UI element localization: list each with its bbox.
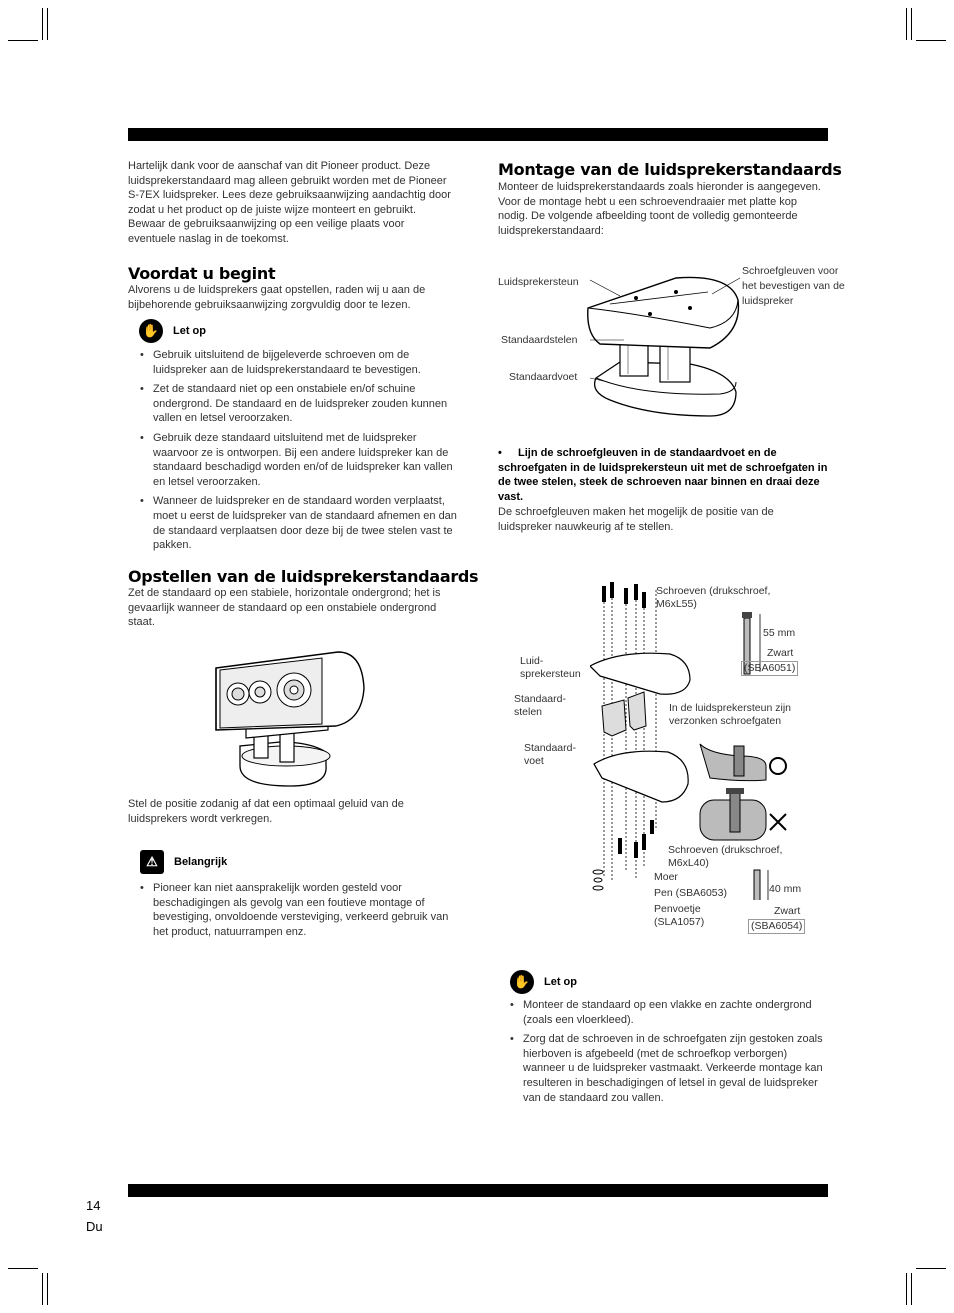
crop-mark: [8, 1268, 38, 1269]
step-instruction: • Lijn de schroefgleuven in de standaardvoet en de schroefgaten in de luidsprekersteun uit met de schroefgaten in de twee stelen, steek de schroeven naar binnen en draai deze vast.: [498, 447, 828, 503]
hand-stop-icon: ✋: [510, 970, 534, 994]
language-code: Du: [86, 1219, 103, 1234]
fig2-label-pinfoot: Penvoetje (SLA1057): [654, 903, 705, 928]
crop-mark: [906, 8, 907, 40]
fig1-label-stems: Standaardstelen: [501, 334, 578, 346]
fig2-label-stems: Standaard- stelen: [514, 693, 566, 718]
list-item: • Wanneer de luidspreker en de standaard worden verplaatst, moet u eerst de luidspreker van de standaard afnemen en dan de standaard verplaatsen door deze bij de twee stelen vast te pakken.: [128, 494, 458, 552]
before-text: Alvorens u de luidsprekers gaat opstellen, raden wij u aan de bijbehorende gebruiksaanwijzing zorgvuldig door te lezen.: [128, 284, 426, 311]
fig2-label-40mm: 40 mm: [769, 883, 802, 895]
caution-note: [139, 319, 206, 343]
fig2-label-black-2: Zwart: [774, 905, 801, 917]
fig1-label-foot: Standaardvoet: [509, 371, 578, 383]
assembled-stand-illustration: [580, 270, 750, 430]
caution-list: [128, 348, 458, 558]
list-item: • Gebruik uitsluitend de bijgeleverde schroeven om de luidspreker aan de luidsprekerstandaard te bevestigen.: [128, 348, 458, 377]
section-heading-assembly: Montage van de luidsprekerstandaards: [498, 160, 842, 179]
fig2-label-black-1: Zwart: [767, 647, 794, 659]
fig1-label-slots: Schroefgleuven voor het bevestigen van de luidspreker: [742, 265, 845, 307]
fig2-label-support: Luid- sprekersteun: [520, 655, 581, 680]
crop-mark: [906, 1273, 907, 1305]
crop-mark: [42, 8, 43, 40]
crop-mark: [42, 1273, 43, 1305]
important-list: [128, 881, 458, 944]
setup-text: Zet de standaard op een stabiele, horizontale ondergrond; het is gevaarlijk wanneer de standaard op een onstabiele ondergrond staat.: [128, 587, 441, 629]
crop-mark: [47, 1273, 48, 1305]
assembly-text: Monteer de luidsprekerstandaards zoals hieronder is aangegeven. Voor de montage hebt u een schroevendraaier met platte kop nodig. De volgende afbeelding toont de volledig gemonteerde luidsprekerstandaard:: [498, 181, 821, 237]
footer-bar: [128, 1184, 828, 1197]
important-label: Belangrijk: [174, 856, 228, 868]
fig2-label-nut: Moer: [654, 871, 678, 883]
crop-mark: [911, 8, 912, 40]
crop-mark: [47, 8, 48, 40]
caution-label-2: Let op: [544, 976, 577, 988]
speaker-stand-illustration: [210, 648, 370, 788]
step-bold-text: Lijn de schroefgleuven in de standaardvoet en de schroefgaten in de luidsprekersteun uit met de schroefgaten in de twee stelen, steek de schroeven naar binnen en draai deze vast.: [498, 447, 828, 503]
crop-mark: [916, 1268, 946, 1269]
fig2-label-55mm: 55 mm: [763, 627, 796, 639]
list-item: • Pioneer kan niet aansprakelijk worden gesteld voor beschadigingen als gevolg van een foutieve montage of bevestiging, onvoldoende versteviging, verkeerd gebruik van het product, natuurrampen enz.: [128, 881, 458, 939]
caution-label: Let op: [173, 325, 206, 337]
caution-note-2: [510, 970, 577, 994]
crop-mark: [911, 1273, 912, 1305]
setup-after-text: Stel de positie zodanig af dat een optimaal geluid van de luidsprekers wordt verkregen.: [128, 798, 404, 825]
page-number: 14: [86, 1198, 101, 1213]
hand-stop-icon: ✋: [139, 319, 163, 343]
fig2-label-part-2: (SBA6054): [748, 919, 805, 934]
header-bar: [128, 128, 828, 141]
assembly-caution-list: [498, 998, 828, 1110]
fig1-label-support: Luidsprekersteun: [498, 276, 579, 288]
fig2-label-screws-bottom: Schroeven (drukschroef, M6xL40): [668, 844, 783, 869]
section-heading-before: Voordat u begint: [128, 264, 276, 283]
crop-mark: [8, 40, 38, 41]
list-item: • Zorg dat de schroeven in de schroefgaten zijn gestoken zoals hierboven is afgebeeld (met de schroefkop verborgen) wanneer u de luidspreker vastmaakt. Verkeerde montage kan resulteren in beschadigingen of letsel in geval de luidspreker van de standaard zou vallen.: [498, 1032, 828, 1105]
fig2-label-countersunk: In de luidsprekersteun zijn verzonken schroefgaten: [669, 702, 791, 727]
crop-mark: [916, 40, 946, 41]
list-item: • Gebruik deze standaard uitsluitend met de luidspreker waarvoor ze is ontworpen. Bij een andere luidspreker kan de standaard beschadigd worden en/of de luidspreker kan vallen en letsel veroorzaken.: [128, 431, 458, 489]
fig2-label-part-1: (SBA6051): [741, 661, 798, 676]
fig2-label-foot: Standaard- voet: [524, 742, 576, 767]
intro-paragraph: Hartelijk dank voor de aanschaf van dit Pioneer product. Deze luidsprekerstandaard mag alleen gebruikt worden met de Pioneer S-7EX luidspreker. Lees deze gebruiksaanwijzing aandachtig door zodat u het product op de juiste wijze monteert en gebruikt. Bewaar de gebruiksaanwijzing op een veilige plaats voor eventuele naslag in de toekomst.: [128, 160, 451, 245]
important-note: [140, 850, 227, 874]
section-heading-setup: Opstellen van de luidsprekerstandaards: [128, 567, 479, 586]
warning-hand-icon: ⚠: [140, 850, 164, 874]
step-note: De schroefgleuven maken het mogelijk de positie van de luidspreker nauwkeurig af te stellen.: [498, 506, 774, 533]
fig2-label-screws-top: Schroeven (drukschroef, M6xL55): [656, 585, 771, 610]
list-item: • Monteer de standaard op een vlakke en zachte ondergrond (zoals een vloerkleed).: [498, 998, 828, 1027]
list-item: • Zet de standaard niet op een onstabiele en/of schuine ondergrond. De standaard en de luidspreker zouden kunnen vallen en letsel veroorzaken.: [128, 382, 458, 426]
fig2-label-pin: Pen (SBA6053): [654, 887, 727, 899]
